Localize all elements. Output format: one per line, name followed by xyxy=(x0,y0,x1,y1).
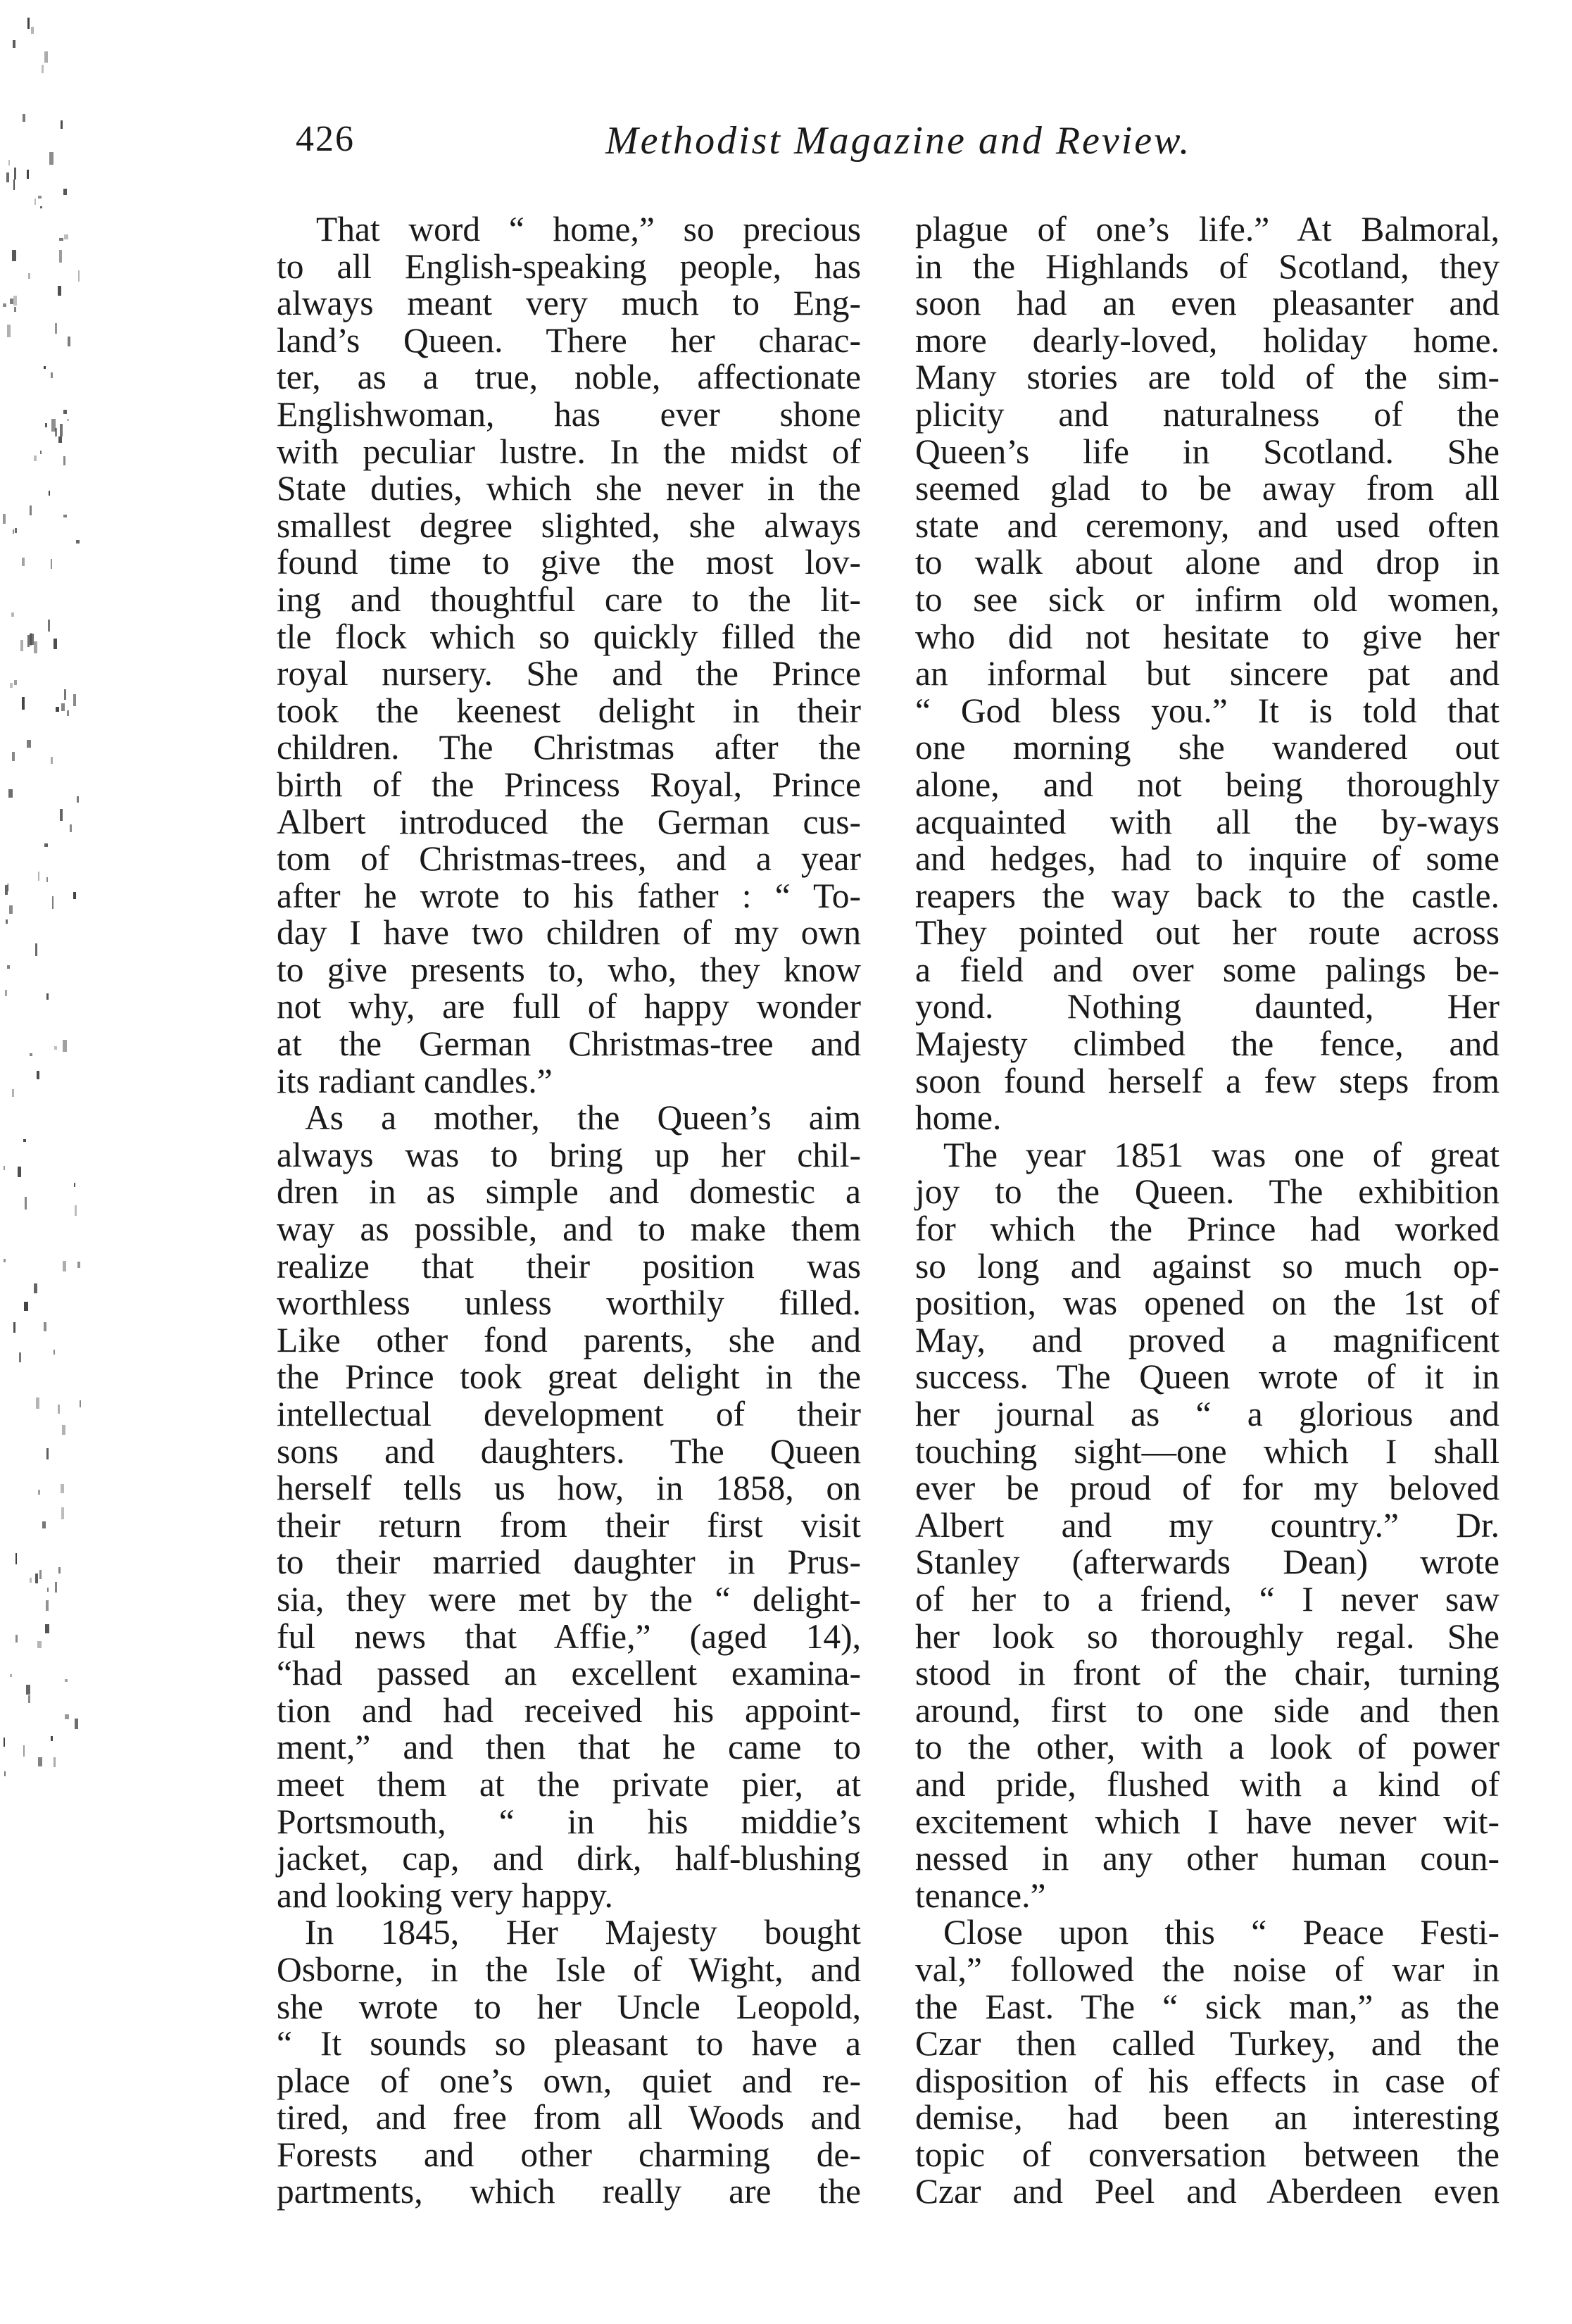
scan-speck xyxy=(10,1674,12,1677)
scan-speck xyxy=(49,152,53,165)
text-line: disposition of his effects in case of xyxy=(915,2061,1499,2100)
scan-speck xyxy=(4,1771,6,1776)
scan-speck xyxy=(46,993,48,1000)
scan-speck xyxy=(22,697,24,710)
text-line: to give presents to, who, they know xyxy=(277,950,861,989)
text-line: position, was opened on the 1st of xyxy=(915,1283,1499,1323)
scan-speck xyxy=(54,1350,56,1355)
scan-speck xyxy=(54,1757,56,1767)
scan-speck xyxy=(42,65,44,73)
scan-speck xyxy=(46,877,48,882)
scan-speck xyxy=(14,307,16,312)
text-line: tom of Christmas-trees, and a year xyxy=(277,839,861,879)
scan-speck xyxy=(12,250,15,261)
scan-speck xyxy=(51,419,56,432)
scan-speck xyxy=(77,796,79,803)
text-line: ing and thoughtful care to the lit- xyxy=(277,579,861,619)
scan-speck xyxy=(23,1139,25,1142)
scan-speck xyxy=(63,189,68,195)
scan-speck xyxy=(63,1261,66,1271)
page-header xyxy=(296,118,1295,175)
text-line: and looking very happy. xyxy=(277,1876,613,1915)
text-line: tion and had received his appoint- xyxy=(277,1690,861,1730)
scan-speck xyxy=(61,1484,64,1493)
text-line: touching sight—one which I shall xyxy=(915,1431,1499,1471)
text-line: plicity and naturalness of the xyxy=(915,394,1499,434)
scan-speck xyxy=(44,366,46,368)
scan-speck xyxy=(11,613,15,617)
scan-speck xyxy=(58,286,61,296)
text-line: to their married daughter in Prus- xyxy=(277,1543,861,1582)
left-column xyxy=(277,211,861,2211)
scan-speck xyxy=(48,620,50,632)
scan-speck xyxy=(4,1259,6,1262)
text-line: always was to bring up her chil- xyxy=(277,1135,861,1174)
scan-speck xyxy=(63,410,67,414)
scan-speck xyxy=(58,436,62,443)
text-line: tle flock which so quickly filled the xyxy=(277,617,861,656)
scan-speck xyxy=(13,1322,15,1333)
text-line: Czar then called Turkey, and the xyxy=(915,2024,1499,2064)
scan-speck xyxy=(28,273,30,279)
text-line: land’s Queen. There her charac- xyxy=(277,320,861,360)
text-line: partments, which really are the xyxy=(277,2172,861,2211)
text-line: soon had an even pleasanter and xyxy=(915,284,1499,323)
text-line: tenance.” xyxy=(915,1876,1046,1915)
text-line: Many stories are told of the sim- xyxy=(915,358,1499,397)
text-line: Forests and other charming de- xyxy=(277,2135,861,2174)
scan-speck xyxy=(61,1507,64,1520)
scan-speck xyxy=(40,206,43,208)
text-line: meet them at the private pier, at xyxy=(277,1764,861,1804)
scan-speck xyxy=(10,683,13,688)
scan-speck xyxy=(37,1071,39,1079)
scan-speck xyxy=(59,250,62,263)
scan-speck xyxy=(52,896,54,909)
text-line: Like other fond parents, she and xyxy=(277,1320,861,1359)
scan-speck xyxy=(54,639,56,649)
text-line: That word “ home,” so precious xyxy=(316,210,861,249)
text-line: topic of conversation between the xyxy=(915,2135,1499,2174)
text-line: As a mother, the Queen’s aim xyxy=(305,1098,861,1138)
text-line: sons and daughters. The Queen xyxy=(277,1431,861,1471)
text-line: acquainted with all the by-ways xyxy=(915,802,1499,841)
scan-speck xyxy=(30,1578,32,1583)
scan-speck xyxy=(51,1736,53,1741)
scan-speck xyxy=(34,641,37,653)
scan-speck xyxy=(45,423,47,427)
scan-speck xyxy=(27,170,30,180)
text-line: alone, and not being thoroughly xyxy=(915,765,1499,804)
scan-speck xyxy=(31,27,34,34)
scan-speck xyxy=(5,885,8,895)
text-line: ever be proud of for my beloved xyxy=(915,1469,1499,1508)
text-line: reapers the way back to the castle. xyxy=(915,876,1499,915)
scan-speck xyxy=(38,1490,41,1495)
text-line: found time to give the most lov- xyxy=(277,543,861,582)
scan-speck xyxy=(75,1719,78,1729)
text-line: their return from their first visit xyxy=(277,1505,861,1545)
scan-speck xyxy=(51,372,52,378)
scan-speck xyxy=(38,1757,42,1766)
text-line: herself tells us how, in 1858, on xyxy=(277,1469,861,1508)
scan-speck xyxy=(35,943,37,955)
scan-speck xyxy=(27,740,30,747)
scan-speck xyxy=(22,558,25,566)
text-line: Albert introduced the German cus- xyxy=(277,802,861,841)
text-line: intellectual development of their xyxy=(277,1395,861,1433)
scan-speck xyxy=(54,1046,57,1049)
text-line: Queen’s life in Scotland. She xyxy=(915,432,1499,471)
scan-speck xyxy=(55,323,57,334)
scan-speck xyxy=(30,505,32,516)
scan-speck xyxy=(30,634,34,645)
scan-speck xyxy=(38,872,39,881)
scan-speck xyxy=(14,168,17,180)
text-line: so long and against so much op- xyxy=(915,1246,1499,1286)
scan-speck xyxy=(23,114,25,123)
scan-speck xyxy=(34,1283,37,1294)
text-line: she wrote to her Uncle Leopold, xyxy=(277,1987,861,2026)
text-line: realize that their position was xyxy=(277,1246,861,1286)
text-line: way as possible, and to make them xyxy=(277,1210,861,1249)
text-line: with peculiar lustre. In the midst of xyxy=(277,432,861,471)
text-line: Osborne, in the Isle of Wight, and xyxy=(277,1949,861,1989)
scan-speck xyxy=(34,456,37,461)
scan-speck xyxy=(74,1183,75,1187)
text-line: Czar and Peel and Aberdeen even xyxy=(915,2172,1499,2211)
scan-speck xyxy=(65,1714,69,1719)
text-line: at the German Christmas-tree and xyxy=(277,1024,861,1064)
text-line: dren in as simple and domestic a xyxy=(277,1172,861,1212)
scan-speck xyxy=(65,1679,68,1682)
text-line: children. The Christmas after the xyxy=(277,728,861,767)
scan-speck xyxy=(59,238,63,240)
scan-speck xyxy=(36,1397,39,1408)
scan-speck xyxy=(67,710,69,717)
text-line: place of one’s own, quiet and re- xyxy=(277,2061,861,2100)
text-line: one morning she wandered out xyxy=(915,728,1499,767)
scan-speck xyxy=(76,540,79,544)
scan-speck xyxy=(44,1322,46,1331)
text-line: around, first to one side and then xyxy=(915,1690,1499,1730)
text-line: to all English-speaking people, has xyxy=(277,246,861,286)
scan-speck xyxy=(8,789,13,798)
scan-speck xyxy=(27,18,30,29)
text-line: state and ceremony, and used often xyxy=(915,505,1499,545)
scan-speck xyxy=(9,905,13,914)
scan-speck xyxy=(7,325,11,338)
scan-speck xyxy=(15,1635,18,1642)
scan-speck xyxy=(12,752,15,761)
scan-speck xyxy=(7,965,10,969)
scan-speck xyxy=(14,680,16,685)
text-line: birth of the Princess Royal, Prince xyxy=(277,765,861,804)
scan-speck xyxy=(77,1262,80,1267)
text-line: to see sick or infirm old women, xyxy=(915,579,1499,619)
text-line: always meant very much to Eng- xyxy=(277,284,861,323)
text-line: who did not hesitate to give her xyxy=(915,617,1499,656)
scan-speck xyxy=(80,1400,81,1408)
text-line: Close upon this “ Peace Festi- xyxy=(943,1913,1499,1952)
text-line: and pride, flushed with a kind of xyxy=(915,1764,1499,1804)
text-line: “ It sounds so pleasant to have a xyxy=(277,2024,861,2064)
text-line: royal nursery. She and the Prince xyxy=(277,654,861,693)
page-number: 426 xyxy=(296,119,355,159)
scan-speck xyxy=(39,1570,42,1579)
scan-speck xyxy=(58,1405,60,1413)
scan-speck xyxy=(63,456,65,465)
text-line: sia, they were met by the “ delight- xyxy=(277,1579,861,1619)
scan-speck xyxy=(45,1624,49,1633)
text-line: success. The Queen wrote of it in xyxy=(915,1357,1499,1397)
scan-speck xyxy=(34,199,37,205)
text-line: the East. The “ sick man,” as the xyxy=(915,1987,1499,2026)
text-line: not why, are full of happy wonder xyxy=(277,987,861,1026)
scan-speck xyxy=(44,843,48,847)
text-line: took the keenest delight in their xyxy=(277,691,861,730)
scan-speck xyxy=(3,514,6,525)
scan-speck xyxy=(64,689,66,701)
text-line: ment,” and then that he came to xyxy=(277,1728,861,1767)
scan-speck xyxy=(30,1053,33,1056)
scan-speck xyxy=(63,515,67,517)
scan-speck xyxy=(51,757,53,764)
scan-speck xyxy=(61,120,63,129)
text-line: demise, had been an interesting xyxy=(915,2098,1499,2137)
text-line: in the Highlands of Scotland, they xyxy=(915,246,1499,286)
text-line: “had passed an excellent examina- xyxy=(277,1654,861,1693)
text-line: Albert and my country.” Dr. xyxy=(915,1505,1499,1545)
scan-speck xyxy=(78,270,80,282)
scan-speck xyxy=(73,694,77,706)
scan-speck xyxy=(26,1685,30,1695)
text-line: “ God bless you.” It is told that xyxy=(915,691,1499,730)
text-line: its radiant candles.” xyxy=(277,1061,553,1100)
scan-speck xyxy=(60,809,62,822)
text-line: joy to the Queen. The exhibition xyxy=(915,1172,1499,1212)
text-line: ful news that Affie,” (aged 14), xyxy=(277,1616,861,1656)
scan-speck xyxy=(15,1553,17,1564)
scan-speck xyxy=(6,919,8,924)
scan-speck xyxy=(67,419,69,422)
text-line: her journal as “ a glorious and xyxy=(915,1395,1499,1433)
scan-speck xyxy=(46,1448,49,1459)
scan-speck xyxy=(4,1166,5,1170)
scan-speck xyxy=(13,529,14,534)
scan-speck xyxy=(63,1040,67,1052)
scan-speck xyxy=(23,1745,25,1757)
text-line: more dearly-loved, holiday home. xyxy=(915,320,1499,360)
scan-speck xyxy=(42,1521,46,1528)
text-line: tired, and free from all Woods and xyxy=(277,2098,861,2137)
text-line: Majesty climbed the fence, and xyxy=(915,1024,1499,1064)
text-line: a field and over some palings be- xyxy=(915,950,1499,989)
text-line: Englishwoman, has ever shone xyxy=(277,394,861,434)
scan-speck xyxy=(47,1588,49,1592)
text-line: an informal but sincere pat and xyxy=(915,654,1499,693)
text-line: val,” followed the noise of war in xyxy=(915,1949,1499,1989)
text-line: Stanley (afterwards Dean) wrote xyxy=(915,1543,1499,1582)
text-line: nessed in any other human coun- xyxy=(915,1839,1499,1878)
scan-speck xyxy=(58,1567,60,1574)
scan-speck xyxy=(24,1302,28,1311)
scan-speck xyxy=(13,40,15,48)
text-line: of her to a friend, “ I never saw xyxy=(915,1579,1499,1619)
scan-edge-noise xyxy=(0,0,84,2324)
text-line: plague of one’s life.” At Balmoral, xyxy=(915,210,1499,249)
text-line: for which the Prince had worked xyxy=(915,1210,1499,1249)
text-line: soon found herself a few steps from xyxy=(915,1061,1499,1100)
text-line: jacket, cap, and dirk, half-blushing xyxy=(277,1839,861,1878)
text-line: to the other, with a look of power xyxy=(915,1728,1499,1767)
scan-speck xyxy=(70,824,71,832)
scan-speck xyxy=(49,491,50,496)
scan-speck xyxy=(3,303,6,306)
scan-speck xyxy=(28,1695,31,1703)
text-line: after he wrote to his father : “ To- xyxy=(277,876,861,915)
text-line: stood in front of the chair, turning xyxy=(915,1654,1499,1693)
text-line: excitement which I have never wit- xyxy=(915,1802,1499,1841)
scan-speck xyxy=(62,1425,65,1435)
text-line: yond. Nothing daunted, Her xyxy=(915,987,1499,1026)
scan-speck xyxy=(13,180,15,190)
scan-speck xyxy=(68,337,70,346)
text-line: In 1845, Her Majesty bought xyxy=(305,1913,861,1952)
text-line: ter, as a true, noble, affectionate xyxy=(277,358,861,397)
text-line: seemed glad to be away from all xyxy=(915,469,1499,508)
text-line: home. xyxy=(915,1098,1002,1138)
text-line: State duties, which she never in the xyxy=(277,469,861,508)
scan-speck xyxy=(75,1205,77,1216)
scan-speck xyxy=(35,1574,38,1583)
scan-speck xyxy=(6,172,9,182)
text-line: her look so thoroughly regal. She xyxy=(915,1616,1499,1656)
scan-speck xyxy=(25,1197,27,1210)
text-line: The year 1851 was one of great xyxy=(943,1135,1499,1174)
scan-speck xyxy=(19,1352,21,1362)
running-title: Methodist Magazine and Review. xyxy=(605,119,1192,163)
scan-speck xyxy=(12,1089,14,1097)
scan-speck xyxy=(13,296,17,306)
scan-speck xyxy=(20,640,23,651)
scan-speck xyxy=(56,707,59,712)
scan-speck xyxy=(40,451,42,454)
text-line: Portsmouth, “ in his middie’s xyxy=(277,1802,861,1841)
scan-speck xyxy=(37,1641,41,1648)
scan-speck xyxy=(4,1738,5,1747)
text-line: worthless unless worthily filled. xyxy=(277,1283,861,1323)
scan-speck xyxy=(73,892,77,899)
scan-speck xyxy=(46,1600,49,1611)
scan-speck xyxy=(8,160,11,165)
scan-speck xyxy=(5,990,7,996)
right-column xyxy=(915,211,1499,2211)
scan-speck xyxy=(38,196,42,199)
scan-speck xyxy=(61,703,65,711)
scan-speck xyxy=(15,528,17,534)
text-line: the Prince took great delight in the xyxy=(277,1357,861,1397)
scan-speck xyxy=(64,234,68,239)
scan-speck xyxy=(60,424,62,436)
text-line: May, and proved a magnificent xyxy=(915,1320,1499,1359)
text-line: They pointed out her route across xyxy=(915,913,1499,953)
text-line: smallest degree slighted, she always xyxy=(277,505,861,545)
scan-speck xyxy=(51,559,52,568)
scan-speck xyxy=(55,1582,57,1593)
text-line: to walk about alone and drop in xyxy=(915,543,1499,582)
scan-speck xyxy=(18,1167,21,1176)
text-line: and hedges, had to inquire of some xyxy=(915,839,1499,879)
text-line: day I have two children of my own xyxy=(277,913,861,953)
scan-speck xyxy=(44,51,48,63)
